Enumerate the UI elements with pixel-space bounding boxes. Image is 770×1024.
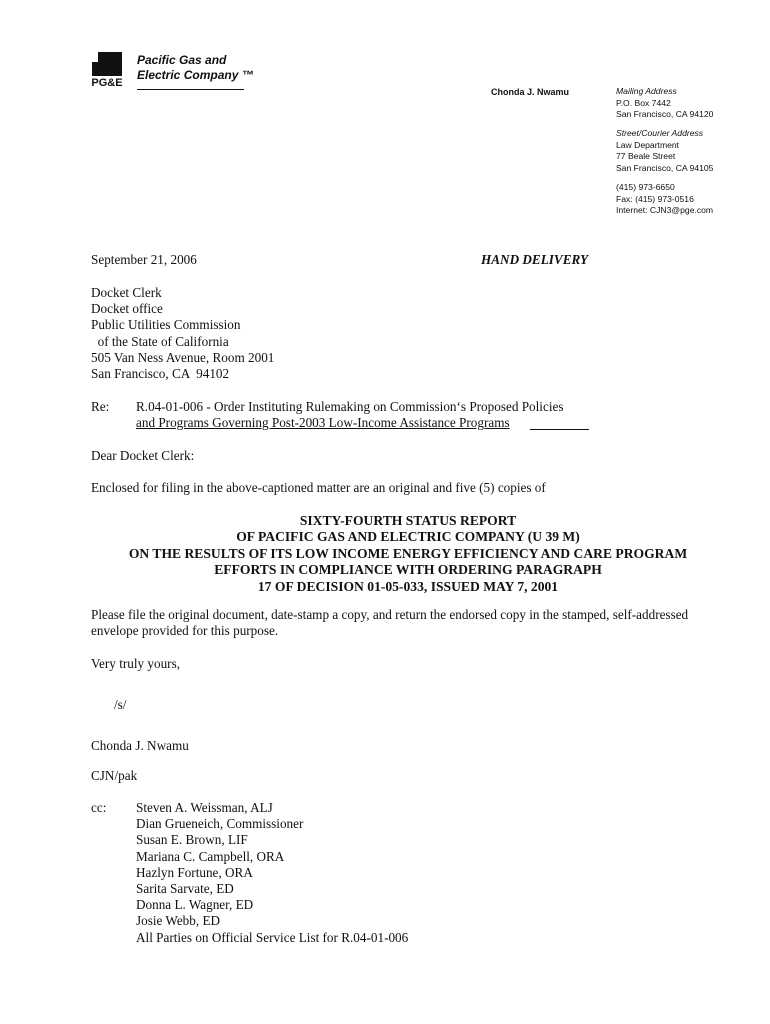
street-address-line: Law Department: [616, 139, 680, 150]
recipient-line: San Francisco, CA 94102: [91, 366, 230, 382]
sender-name: Chonda J. Nwamu: [491, 87, 570, 97]
company-name-line2: Electric Company ™: [137, 68, 254, 82]
cc-recipient: Susan E. Brown, LIF: [136, 832, 248, 848]
report-title: [91, 513, 725, 595]
contact-info: [616, 182, 713, 217]
recipient-line: 505 Van Ness Avenue, Room 2001: [91, 349, 275, 365]
mailing-address-label: Mailing Address: [616, 86, 677, 96]
cc-recipient: Sarita Sarvate, ED: [136, 881, 234, 897]
cc-label: cc:: [91, 800, 107, 815]
cc-recipient: Dian Grueneich, Commissioner: [136, 816, 304, 832]
letterhead-divider: [137, 89, 244, 90]
cc-recipient: Mariana C. Campbell, ORA: [136, 848, 285, 864]
delivery-method: HAND DELIVERY: [481, 252, 589, 267]
mailing-address: [616, 86, 713, 121]
signer-name: Chonda J. Nwamu: [91, 738, 189, 753]
reference-initials: CJN/pak: [91, 768, 138, 783]
cc-recipient: Josie Webb, ED: [136, 913, 221, 929]
filing-request: [91, 607, 731, 639]
re-label: Re:: [91, 399, 110, 414]
mailing-address-line: San Francisco, CA 94120: [616, 109, 714, 119]
recipient-line: Docket Clerk: [91, 285, 162, 300]
phone-number: (415) 973-6650: [616, 182, 675, 192]
report-title-line: SIXTY-FOURTH STATUS REPORT: [299, 513, 517, 528]
recipient-line: Docket office: [91, 301, 163, 317]
cc-recipient: Donna L. Wagner, ED: [136, 897, 254, 913]
signature: /s/: [114, 697, 127, 712]
email-address: Internet: CJN3@pge.com: [616, 205, 714, 215]
report-title-line: 17 OF DECISION 01-05-033, ISSUED MAY 7, 2001: [257, 578, 559, 594]
salutation: Dear Docket Clerk:: [91, 448, 195, 463]
cc-recipient: Steven A. Weissman, ALJ: [136, 800, 273, 815]
street-address-label: Street/Courier Address: [616, 128, 704, 138]
company-name: [137, 53, 254, 83]
report-title-line: ON THE RESULTS OF ITS LOW INCOME ENERGY EFFICIENCY AND CARE PROGRAM: [128, 545, 688, 561]
street-address: [616, 128, 713, 174]
company-name-line1: Pacific Gas and: [137, 53, 227, 67]
cc-recipient: Hazlyn Fortune, ORA: [136, 864, 253, 880]
recipient-line: of the State of California: [91, 333, 229, 349]
report-title-line: EFFORTS IN COMPLIANCE WITH ORDERING PARAGRAPH: [214, 562, 602, 578]
subject-line: [136, 399, 563, 431]
recipient-line: Public Utilities Commission: [91, 317, 241, 333]
recipient-address: [91, 285, 274, 382]
cc-list: [136, 800, 408, 946]
letter-date: September 21, 2006: [91, 252, 197, 267]
enclosure-statement: Enclosed for filing in the above-captioned matter are an original and five (5) copies of: [91, 480, 546, 495]
logo-lettering: PG&E: [92, 77, 122, 88]
subject-line-1: R.04-01-006 - Order Instituting Rulemaking on Commission‘s Proposed Policies: [136, 399, 564, 414]
filing-request-line: Please file the original document, date-stamp a copy, and return the endorsed copy in the stamped, self-addressed: [91, 607, 689, 622]
closing: Very truly yours,: [91, 656, 181, 671]
street-address-line: San Francisco, CA 94105: [616, 162, 714, 173]
street-address-line: 77 Beale Street: [616, 151, 676, 161]
filing-request-line: envelope provided for this purpose.: [91, 623, 279, 639]
pge-logo: [92, 52, 122, 88]
fax-number: Fax: (415) 973-0516: [616, 193, 694, 204]
subject-underline: [530, 429, 589, 430]
report-title-line: OF PACIFIC GAS AND ELECTRIC COMPANY (U 39 M): [236, 529, 580, 545]
mailing-address-line: P.O. Box 7442: [616, 97, 671, 108]
pge-logo-graphic: [92, 52, 122, 88]
cc-recipient: All Parties on Official Service List for R.04-01-006: [136, 929, 409, 945]
subject-line-2: and Programs Governing Post-2003 Low-Income Assistance Programs: [136, 415, 510, 431]
